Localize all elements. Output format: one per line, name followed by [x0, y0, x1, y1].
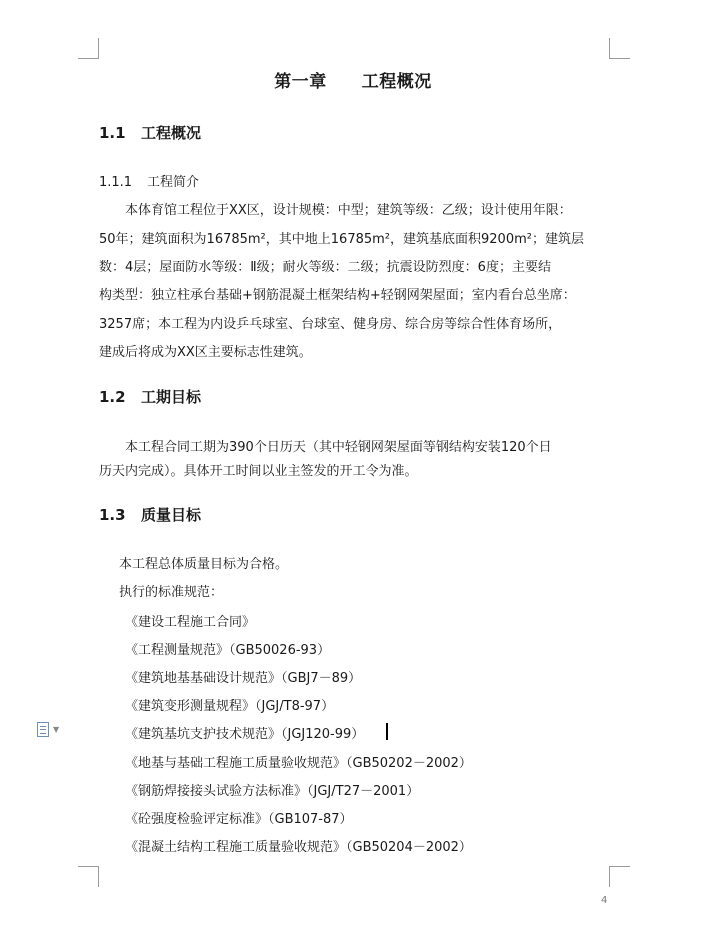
- subsection-heading-1-1-1: [99, 171, 199, 190]
- section-title: 工期目标: [141, 388, 202, 406]
- page-number: 4: [601, 895, 608, 906]
- paragraph-line: 建成后将成为XX区主要标志性建筑。: [99, 345, 312, 360]
- crop-mark-bottom-left: [78, 866, 99, 887]
- chapter-title: 第一章 工程概况: [274, 72, 432, 92]
- paragraph-line: 3257席；本工程为内设乒乓球室、台球室、健身房、综合房等综合性体育场所，: [99, 317, 562, 332]
- section-number: 1.2: [99, 388, 126, 406]
- section-title: 质量目标: [141, 506, 202, 524]
- paragraph-line: 50年；建筑面积为16785m²，其中地上16785m²，建筑基底面积9200m²；建筑层: [99, 232, 584, 247]
- standard-list-item: 《建筑基坑支护技术规范》（JGJ120-99）: [125, 727, 365, 742]
- standard-list-item: 《钢筋焊接接头试验方法标准》（JGJ/T27－2001）: [125, 784, 420, 799]
- text-cursor: [386, 723, 388, 740]
- crop-mark-top-right: [609, 38, 630, 59]
- section-heading-1-2: [99, 386, 201, 407]
- standard-list-item: 《地基与基础工程施工质量验收规范》（GB50202－2002）: [125, 756, 472, 771]
- crop-mark-top-left: [78, 38, 99, 59]
- paragraph-line: 构类型：独立柱承台基础+钢筋混凝土框架结构+轻钢网架屋面；室内看台总坐席：: [99, 288, 576, 303]
- chevron-down-icon: ▼: [53, 725, 60, 734]
- subsection-title: 工程简介: [147, 175, 200, 190]
- section-number: 1.1: [99, 124, 126, 142]
- paragraph-line: 本工程总体质量目标为合格。: [119, 557, 289, 572]
- section-heading-1-1: [99, 122, 201, 143]
- paragraph-line: 数：4层；屋面防水等级：Ⅱ级；耐火等级：二级；抗震设防烈度：6度；主要结: [99, 260, 551, 275]
- paragraph-options-button[interactable]: [37, 722, 63, 738]
- standard-list-item: 《砼强度检验评定标准》（GB107-87）: [125, 812, 353, 827]
- paragraph-line: 执行的标准规范：: [119, 585, 224, 600]
- standard-list-item: 《工程测量规范》（GB50026-93）: [125, 643, 331, 658]
- standard-list-item: 《混凝土结构工程施工质量验收规范》（GB50204－2002）: [125, 840, 472, 855]
- section-heading-1-3: [99, 504, 201, 525]
- paragraph-line: 本工程合同工期为390个日历天（其中轻钢网架屋面等钢结构安装120个日: [99, 440, 552, 455]
- paragraph-line: 历天内完成）。具体开工时间以业主签发的开工令为准。: [99, 464, 418, 479]
- document-icon: [37, 722, 49, 737]
- section-number: 1.3: [99, 506, 126, 524]
- crop-mark-bottom-right: [609, 866, 630, 887]
- standard-list-item: 《建设工程施工合同》: [125, 615, 256, 630]
- section-title: 工程概况: [141, 124, 202, 142]
- standard-list-item: 《建筑地基基础设计规范》（GBJ7－89）: [125, 671, 362, 686]
- subsection-number: 1.1.1: [99, 175, 133, 190]
- paragraph-line: 本体育馆工程位于XX区，设计规模：中型；建筑等级：乙级；设计使用年限：: [99, 203, 572, 218]
- standard-list-item: 《建筑变形测量规程》（JGJ/T8-97）: [125, 699, 335, 714]
